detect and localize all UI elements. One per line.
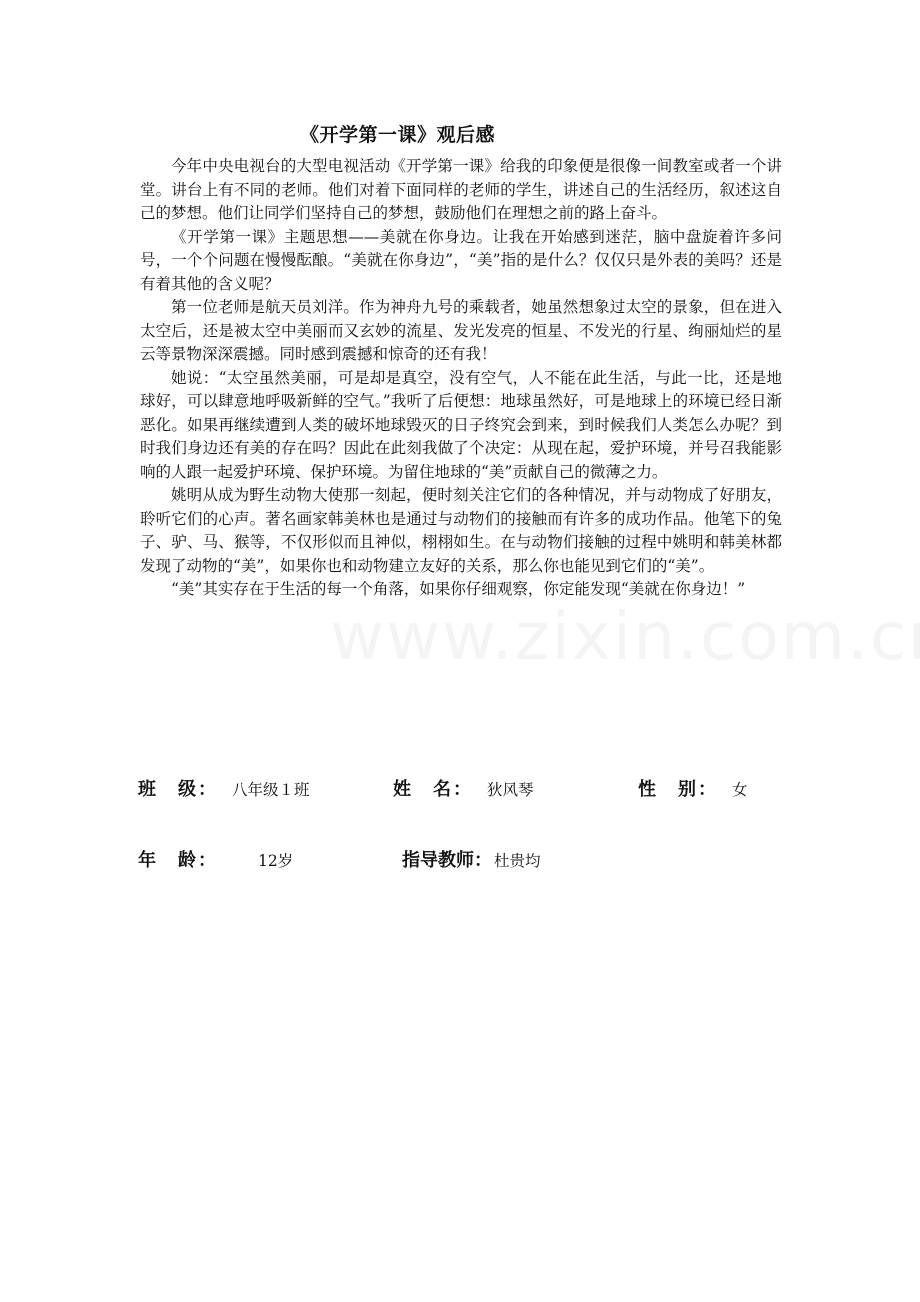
gender-field <box>638 775 748 801</box>
class-value: 八年级１班 <box>232 781 310 799</box>
gender-label: 性 别： <box>638 779 718 800</box>
age-value: 12岁 <box>258 852 294 870</box>
document-title: 《开学第一课》观后感 <box>300 124 496 146</box>
teacher-label: 指导教师： <box>402 850 492 871</box>
document-body <box>140 155 782 602</box>
name-field <box>393 775 534 801</box>
class-label: 班 级： <box>138 779 218 800</box>
gender-value: 女 <box>732 781 748 799</box>
name-value: 狄风琴 <box>487 781 534 799</box>
name-label: 姓 名： <box>393 779 473 800</box>
age-label: 年 龄： <box>138 850 218 871</box>
class-field <box>138 775 310 801</box>
teacher-value: 杜贵均 <box>494 852 541 870</box>
paragraph-3: 第一位老师是航天员刘洋。作为神舟九号的乘载者，她虽然想象过太空的景象，但在进入太空后，还是被太空中美丽而又玄妙的流星、发光发亮的恒星、不发光的行星、绚丽灿烂的星云等景物深深震撼。同时感到震撼和惊奇的还有我！ <box>140 298 782 363</box>
paragraph-6: “美”其实存在于生活的每一个角落，如果你仔细观察，你定能发现“美就在你身边！” <box>171 580 746 598</box>
paragraph-5: 姚明从成为野生动物大使那一刻起，便时刻关注它们的各种情况，并与动物成了好朋友，聆听它们的心声。著名画家韩美林也是通过与动物们的接触而有许多的成功作品。他笔下的兔子、驴、马、猴等，不仅形似而且神似，栩栩如生。在与动物们接触的过程中姚明和韩美林都发现了动物的“美”，如果你也和动物建立友好的关系，那么你也能见到它们的“美”。 <box>140 486 782 575</box>
paragraph-2: 《开学第一课》主题思想——美就在你身边。让我在开始感到迷茫，脑中盘旋着许多问号，一个个问题在慢慢酝酿。“美就在你身边”，“美”指的是什么？仅仅只是外表的美吗？还是有着其他的含义呢？ <box>140 227 782 293</box>
watermark <box>330 598 920 675</box>
paragraph-4: 她说：“太空虽然美丽，可是却是真空，没有空气，人不能在此生活，与此一比，还是地球好，可以肆意地呼吸新鲜的空气。”我听了后便想：地球虽然好，可是地球上的环境已经日渐恶化。如果再继续遭到人类的破坏地球毁灭的日子终究会到来，到时候我们人类怎么办呢？到时我们身边还有美的存在吗？因此在此刻我做了个决定：从现在起，爱护环境，并号召我能影响的人跟一起爱护环境、保护环境。为留住地球的“美”贡献自己的微薄之力。 <box>140 368 782 481</box>
paragraph-1: 今年中央电视台的大型电视活动《开学第一课》给我的印象便是很像一间教室或者一个讲堂。讲台上有不同的老师。他们对着下面同样的老师的学生，讲述自己的生活经历，叙述这自己的梦想。他们让同学们坚持自己的梦想，鼓励他们在理想之前的路上奋斗。 <box>140 157 782 222</box>
teacher-field <box>402 846 541 872</box>
age-field <box>138 846 293 872</box>
